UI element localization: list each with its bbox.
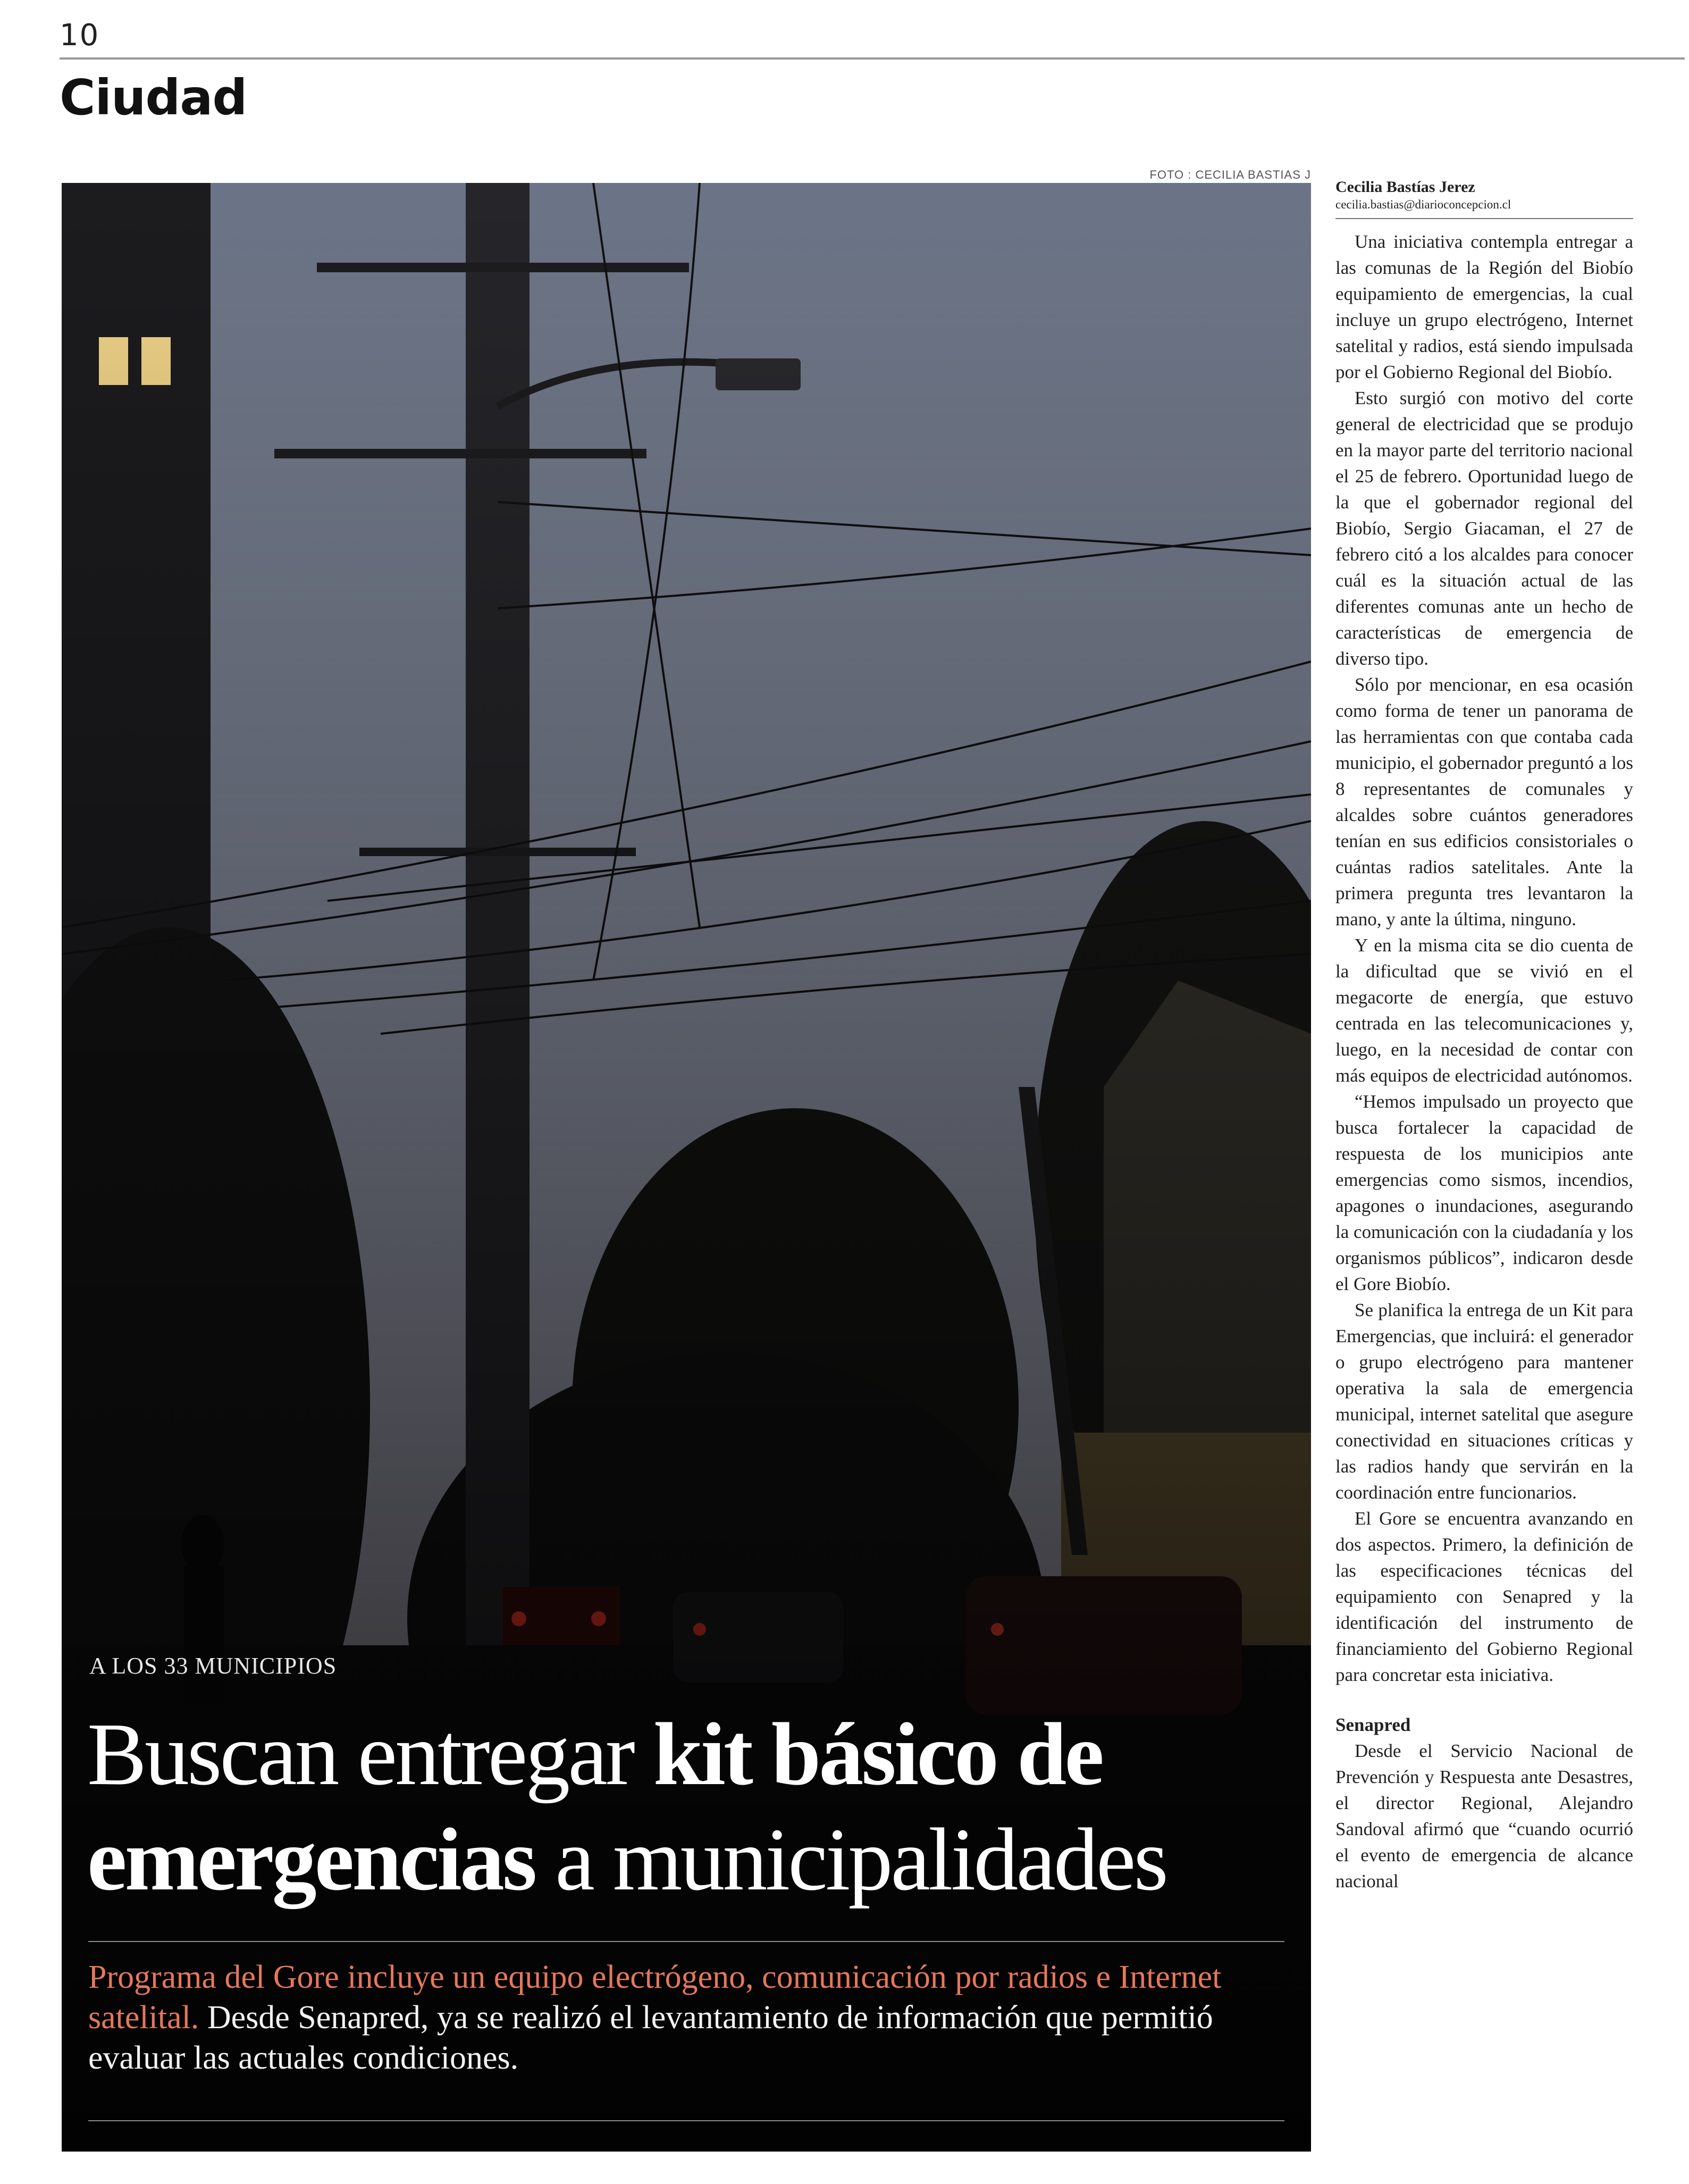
deck-rest: Desde Senapred, ya se realizó el levantamiento de información que permitió evaluar las actuales condiciones. — [88, 1999, 1213, 2076]
article-body — [1335, 229, 1633, 1688]
headline — [87, 1702, 1299, 1912]
photo-credit: FOTO : CECILIA BASTIAS J — [1149, 168, 1311, 181]
header-rule — [60, 57, 1685, 60]
headline-part-1: Buscan entregar — [87, 1705, 653, 1804]
paragraph: Y en la misma cita se dio cuenta de la dificultad que se vivió en el megacorte de energía, que estuvo centrada en las telecomunicaciones y, luego, en la necesidad de contar con más equipos de electricidad autónomos. — [1335, 935, 1633, 1086]
paragraph: Una iniciativa contempla entregar a las comunas de la Región del Biobío equipamiento de emergencias, la cual incluye un grupo electrógeno, Internet satelital y radios, está siendo impulsada por el Gobierno Regional del Biobío. — [1335, 231, 1633, 382]
deck-rule-top — [88, 1941, 1284, 1942]
paragraph: El Gore se encuentra avanzando en dos aspectos. Primero, la definición de las especificaciones técnicas del equipamiento con Senapred y la identificación del instrumento de financiamiento del Gobierno Regional para concretar esta iniciativa. — [1335, 1508, 1633, 1685]
byline-name: Cecilia Bastías Jerez — [1335, 178, 1475, 196]
headline-part-3: a municipalidades — [535, 1810, 1166, 1909]
paragraph: Sólo por mencionar, en esa ocasión como forma de tener un panorama de las herramientas con que contaba cada municipio, el gobernador preguntó a los 8 representantes de comunales y alcaldes sobre cuántos generadores tenían en sus edificios consistoriales o cuántas radios satelitales. Ante la primera pregunta tres levantaron la mano, y ante la última, ninguno. — [1335, 674, 1633, 930]
section-title: Ciudad — [60, 69, 247, 126]
deck-highlight: Programa del Gore incluye un equipo electrógeno, comunicación por radios e Internet satelital. — [88, 1959, 1222, 2036]
byline-email: cecilia.bastias@diarioconcepcion.cl — [1335, 198, 1511, 211]
subhead: Senapred — [1335, 1714, 1411, 1735]
paragraph: Esto surgió con motivo del corte general de electricidad que se produjo en la mayor parte del territorio nacional el 25 de febrero. Oportunidad luego de la que el gobernador regional del Biobío, Sergio Giacaman, el 27 de febrero citó a los alcaldes para conocer cuál es la situación actual de las diferentes comunas ante un hecho de características de emergencia de diverso tipo. — [1335, 388, 1633, 669]
headline-bold: kit básico de emergencias — [87, 1705, 1102, 1909]
deck-rule-bottom — [88, 2120, 1284, 2121]
page-number: 10 — [60, 18, 100, 53]
kicker: A LOS 33 MUNICIPIOS — [89, 1653, 337, 1679]
paragraph: Se planifica la entrega de un Kit para Emergencias, que incluirá: el generador o grupo electrógeno para mantener operativa la sala de emergencia municipal, internet satelital que asegure conectividad en situaciones críticas y las radios handy que servirán en la coordinación entre funcionarios. — [1335, 1300, 1633, 1503]
article-body-2 — [1335, 1738, 1633, 1894]
article-column — [1335, 178, 1633, 1894]
byline-rule — [1335, 218, 1633, 219]
paragraph: “Hemos impulsado un proyecto que busca fortalecer la capacidad de respuesta de los municipios ante emergencias como sismos, incendios, apagones o inundaciones, asegurando la comunicación con la ciudadanía y los organismos públicos”, indicaron desde el Gore Biobío. — [1335, 1091, 1633, 1294]
headline-overlay — [62, 1638, 1311, 2152]
deck — [88, 1957, 1300, 2078]
paragraph: Desde el Servicio Nacional de Prevención y Respuesta ante Desastres, el director Regional, Alejandro Sandoval afirmó que “cuando ocurrió el evento de emergencia de alcance nacional — [1335, 1740, 1633, 1892]
